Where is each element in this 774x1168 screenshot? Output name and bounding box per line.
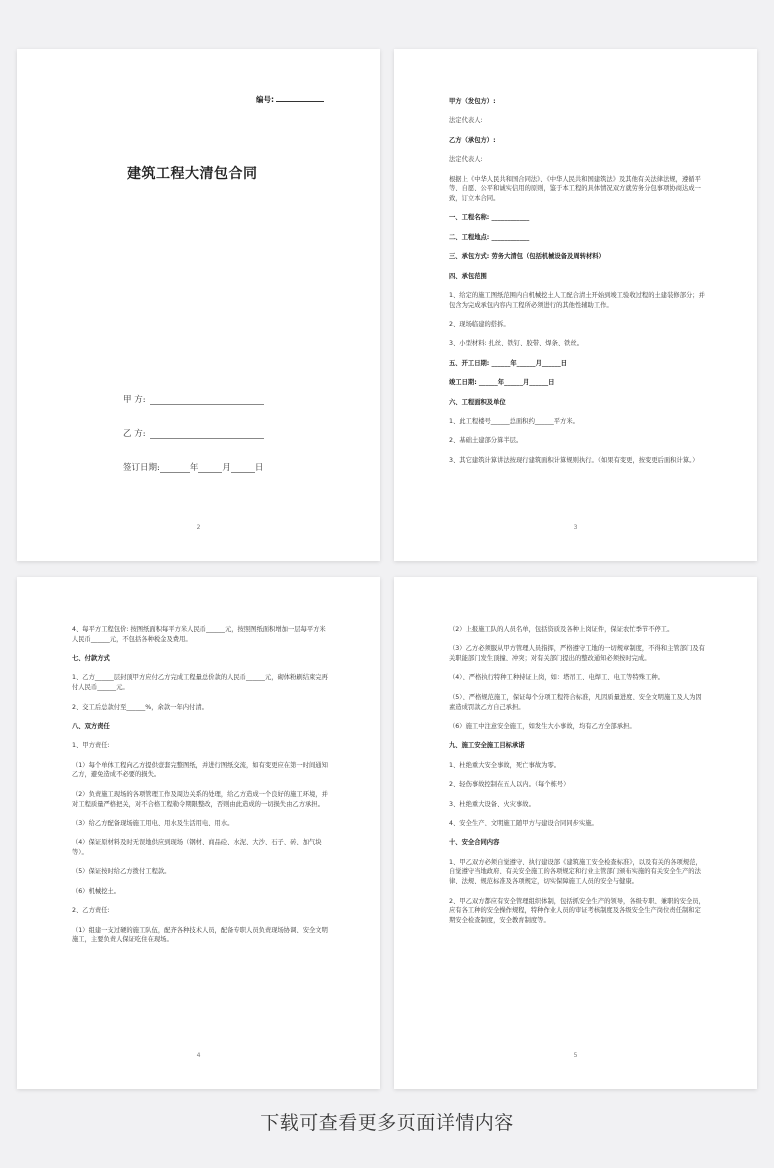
sign-date-label: 签订日期: xyxy=(123,463,160,473)
section-heading: 竣工日期: ______年______月______日 xyxy=(449,379,555,387)
paragraph: 3、小型材料: 扎丝、铁钉、胶带、焊条、铁丝。 xyxy=(449,340,584,348)
paragraph: 根据上《中华人民共和国合同法》、《中华人民共和国建筑法》及其他有关法律法规，遵循平等、自愿、公平和诚实信用的原则，鉴于本工程的具体情况双方就劳务分包事项协商达成一致，订立本合同。 xyxy=(449,175,701,202)
page-body xyxy=(449,625,705,935)
year-label: 年 xyxy=(189,463,199,473)
party-b-label: 乙 方: xyxy=(123,429,146,439)
paragraph: （6）机械挖土。 xyxy=(72,887,121,895)
day-blank xyxy=(231,464,255,473)
section-heading: 四、承包范围 xyxy=(449,272,487,280)
section-heading: 二、工程地点: ____________ xyxy=(449,233,530,241)
section-heading: 十、安全合同内容 xyxy=(449,839,500,847)
party-a-field xyxy=(123,393,264,405)
section-heading: 九、施工安全施工目标承诺 xyxy=(449,742,525,750)
section-heading: 甲方（发包方）: xyxy=(449,98,496,105)
contract-page-payment xyxy=(17,577,380,1089)
section-heading: 五、开工日期: ______年______月______日 xyxy=(449,359,568,367)
paragraph: （2）负责施工现场的各项管理工作及周边关系的处理，给乙方造成一个良好的施工环境，并对工程质量严格把关，对不合格工程勒令期限整改，否则由此造成的一切损失由乙方承担。 xyxy=(72,790,328,808)
paragraph: 1、甲乙双方必须自觉遵守、执行建设部《建筑施工安全检查标准》，以及有关的各项规范，自觉遵守当地政府、有关安全施工的各项规定和行业主管部门颁布实施的有关安全生产的法律、法规、规范标准及各项规定，切实保障施工人员的安全与健康。 xyxy=(449,858,702,886)
page-number: 2 xyxy=(196,524,201,531)
section-heading: 一、工程名称: ____________ xyxy=(449,214,530,222)
paragraph: 1、杜绝重大安全事故，死亡事故为零。 xyxy=(449,761,561,769)
month-label: 月 xyxy=(222,463,231,473)
paragraph: 2、轻伤事故控制在五人以内。（每个栋号） xyxy=(449,781,570,789)
contract-number-label: 编号: xyxy=(256,95,274,104)
paragraph: 1、甲方责任: xyxy=(72,742,110,750)
page-body xyxy=(72,625,328,955)
paragraph: 3、其它建筑计算讲法按现行建筑面积计算规则执行。（如果有变更，按变更后面积计算。） xyxy=(449,456,699,464)
contract-number xyxy=(256,94,324,105)
paragraph: （5）、严格规范施工，保证每个分项工程符合标准，凡因质量进度、安全文明施工及人为因素造成罚款乙方自己承担。 xyxy=(449,693,702,711)
paragraph: （1）组建一支过硬的施工队伍，配齐各种技术人员，配备专职人员负责现场协调、安全文明施工，主要负责人保证吃住在现场。 xyxy=(72,926,328,944)
contract-number-blank xyxy=(276,94,324,102)
paragraph: 法定代表人: xyxy=(449,156,483,164)
paragraph: （5）保证按时给乙方拨付工程款。 xyxy=(72,868,171,876)
paragraph: 1、给定的施工图纸范围内自机械挖土人工配合清土开始到竣工验收过程的土建装修部分；并包含为完成承包内容内工程所必须进行的其他性辅助工作。 xyxy=(449,291,705,309)
year-blank xyxy=(160,464,190,473)
paragraph: 4、安全生产、文明施工随甲方与建设合同同步实施。 xyxy=(449,819,598,827)
cover-page xyxy=(17,49,380,561)
paragraph: 2、基础土建部分算半层。 xyxy=(449,437,523,445)
download-more-banner[interactable]: 下载可查看更多页面详情内容 xyxy=(260,1112,514,1134)
contract-page-safety xyxy=(394,577,757,1089)
paragraph: （3）给乙方配备现场施工用电、用水及生活用电、用水。 xyxy=(72,819,234,827)
paragraph: （4）、严格执行特种工种持证上岗，如：塔吊工、电焊工、电工等特殊工种。 xyxy=(449,674,664,682)
paragraph: （3）乙方必须服从甲方管理人员指挥，严格遵守工地的一切规章制度，不得和主管部门及有关职能部门发生顶撞、冲突；对有关部门提出的整改通知必须按时完成。 xyxy=(449,645,705,663)
paragraph: （4）保证原材料及时无误地供应到现场（钢材、商品砼、水泥、大沙、石子、砖、加气块等）。 xyxy=(72,839,322,857)
section-heading: 八、双方责任 xyxy=(72,722,110,730)
paragraph: 2、乙方责任: xyxy=(72,907,110,915)
paragraph: 1、此工程楼号______总面积约______平方米。 xyxy=(449,417,579,425)
paragraph: 4、每平方工程包价: 按图纸面积每平方米人民币______元，按照图纸面积增加一层每平方米人民币______元，不包括各种税金及费用。 xyxy=(72,626,326,643)
sign-date-field xyxy=(123,461,263,473)
section-heading: 三、承包方式: 劳务大清包（包括机械设备及周转材料） xyxy=(449,253,605,261)
section-heading: 乙方（承包方）: xyxy=(449,136,496,144)
contract-page-parties xyxy=(394,49,757,561)
paragraph: 法定代表人: xyxy=(449,117,483,125)
page-body xyxy=(449,97,705,475)
day-label: 日 xyxy=(254,463,264,473)
party-a-label: 甲 方: xyxy=(123,395,146,405)
month-blank xyxy=(198,464,222,473)
party-b-blank xyxy=(150,430,264,439)
page-number: 4 xyxy=(196,1052,201,1059)
paragraph: （6）施工中注意安全施工，如发生大小事故，均有乙方全部承担。 xyxy=(449,722,636,730)
section-heading: 六、工程面积及单位 xyxy=(449,398,506,406)
paragraph: 1、乙方______层封顶甲方应付乙方完成工程量总价款的人民币______元，砌体粉刷结束完再付人民币______元。 xyxy=(72,674,328,692)
page-number: 3 xyxy=(573,524,578,531)
section-heading: 七、付款方式 xyxy=(72,655,110,663)
page-number: 5 xyxy=(573,1052,578,1059)
paragraph: 2、交工后总款付至______%，余款一年内付清。 xyxy=(72,703,208,711)
paragraph: 3、杜绝重大设备、火灾事故。 xyxy=(449,800,535,808)
paragraph: 2、现场临建的搭拆。 xyxy=(449,321,510,329)
paragraph: （1）每个单体工程向乙方提供壹套完整图纸，并进行图纸交流，如有变更应在第一时间通知乙方，避免造成不必要的损失。 xyxy=(72,761,328,779)
paragraph: 2、甲乙双方都应有安全管理组织体制，包括抓安全生产的领导，各级专职、兼职的安全员，应有各工种的安全操作规程，特种作业人员的审证考核制度及各级安全生产岗位责任制和定期安全检查制度，安全教育制度等。 xyxy=(449,897,705,924)
contract-title: 建筑工程大清包合同 xyxy=(127,166,258,182)
paragraph: （2）上报施工队的人员名单，包括资质及各种上岗证件，保证农忙季节不停工。 xyxy=(449,626,674,633)
party-a-blank xyxy=(150,396,264,405)
party-b-field xyxy=(123,427,264,439)
